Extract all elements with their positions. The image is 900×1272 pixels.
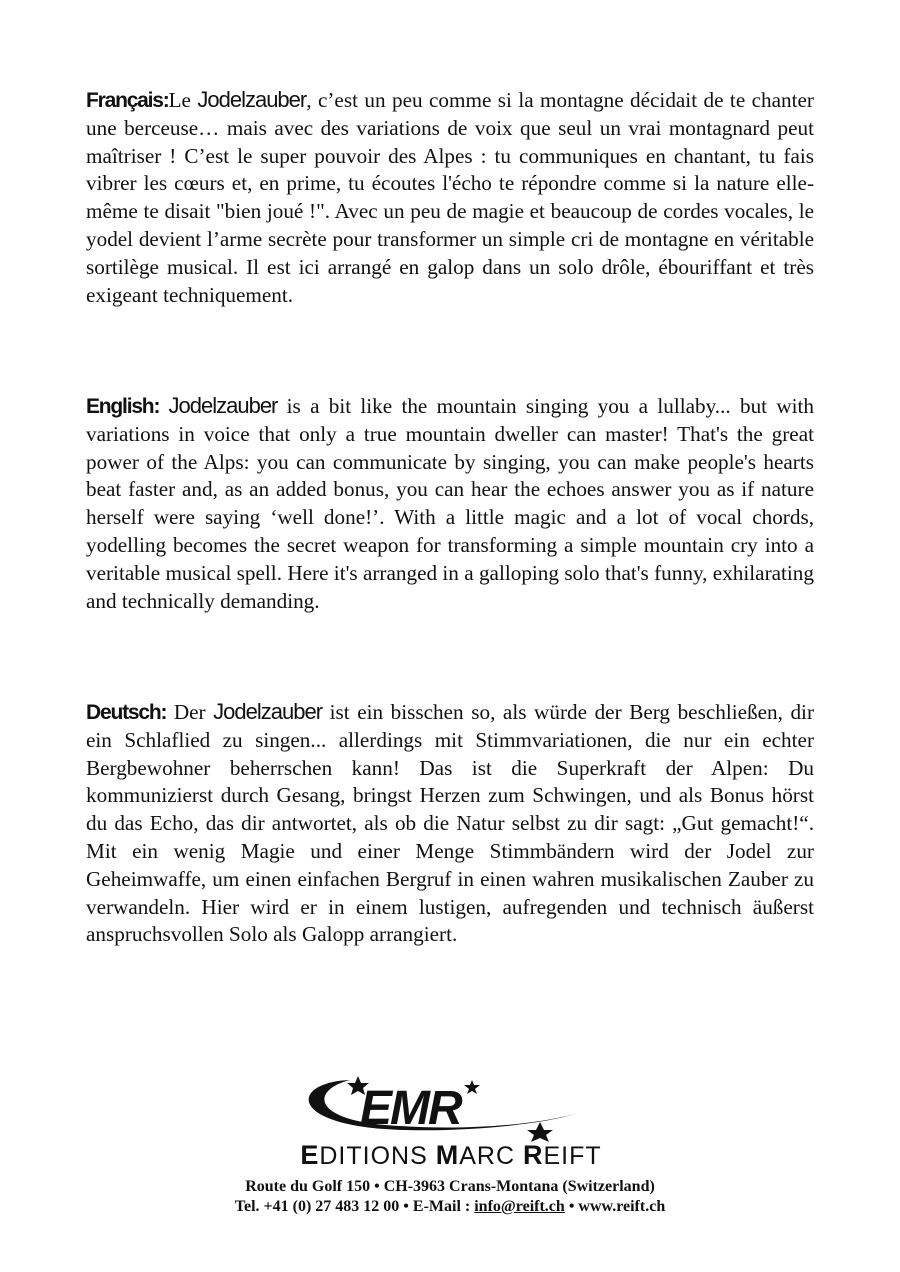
piece-title-german: Jodelzauber [213,699,323,724]
language-label-french: Français: [86,89,169,112]
french-pre: Le [168,88,198,112]
star-icon [527,1122,553,1142]
language-label-german: Deutsch: [86,701,167,724]
publisher-initial-m: M [435,1140,460,1170]
star-icon [464,1080,480,1094]
emr-logo-graphic [230,1072,670,1142]
german-pre: Der [166,700,214,724]
publisher-word-1: DITIONS [319,1142,436,1170]
email-link[interactable]: info@reift.ch [474,1198,565,1215]
telephone: Tel. +41 (0) 27 483 12 00 • E-Mail : [234,1198,475,1215]
paragraph-german [86,698,814,949]
language-label-english: English: [86,395,160,418]
publisher-word-2: ARC [459,1142,523,1170]
contact-line [150,1198,750,1216]
english-text: is a bit like the mountain singing you a lullaby... but with variations in voice that only a true mountain dweller can master! That's the great power of the Alps: you can communicate by singing, you can make people's hearts beat faster and, as an added bonus, you can hear the echoes answer you as if nature herself were saying ‘well done!’. With a little magic and a lot of vocal chords, yodelling becomes the secret weapon for transforming a simple mountain cry into a veritable musical spell. Here it's arranged in a galloping solo that's funny, exhilarating and technically demanding. [86,394,814,613]
paragraph-english [86,392,814,615]
piece-title-english: Jodelzauber [168,393,278,418]
german-text: ist ein bisschen so, als würde der Berg beschließen, dir ein Schlaflied zu singen... allerdings mit Stimmvariationen, die nur ein echter Bergbewohner beherrschen kann! Das ist die Superkraft der Alpen: Du kommunizierst durch Gesang, bringst Herzen zum Schwingen, und als Bonus hörst du das Echo, das dir antwortet, als ob die Natur selbst zu dir sagt: „Gut gemacht!“. Mit ein wenig Magie und einer Menge Stimmbändern wird der Jodel zur Geheimwaffe, um einen einfachen Bergruf in einen wahren musikalischen Zauber zu verwandeln. Hier wird er in einem lustigen, aufregenden und technisch äußerst anspruchsvollen Solo als Galopp arrangiert. [86,700,815,947]
publisher-word-3: EIFT [543,1142,602,1170]
paragraph-french [86,86,814,309]
publisher-name [232,1140,670,1171]
address-line: Route du Golf 150 • CH-3963 Crans-Montana (Switzerland) [245,1178,655,1195]
logo-text: EMR [360,1082,461,1135]
publisher-initial-r: R [522,1140,544,1170]
english-pre [159,394,168,418]
piece-title-french: Jodelzauber [197,87,307,112]
publisher-initial-e: E [300,1140,320,1170]
french-text: , c’est un peu comme si la montagne décidait de te chanter une berceuse… mais avec des variations de voix que seul un vrai montagnard peut maîtriser ! C’est le super pouvoir des Alpes : tu communiques en chantant, tu fais vibrer les cœurs et, en prime, tu écoutes l'écho te répondre comme si la nature elle-même te disait "bien joué !". Avec un peu de magie et beaucoup de cordes vocales, le yodel devient l’arme secrète pour transformer un simple cri de montagne en véritable sortilège musical. Il est ici arrangé en galop dans un solo drôle, ébouriffant et très exigeant techniquement. [86,88,814,307]
website: • www.reift.ch [564,1198,666,1215]
